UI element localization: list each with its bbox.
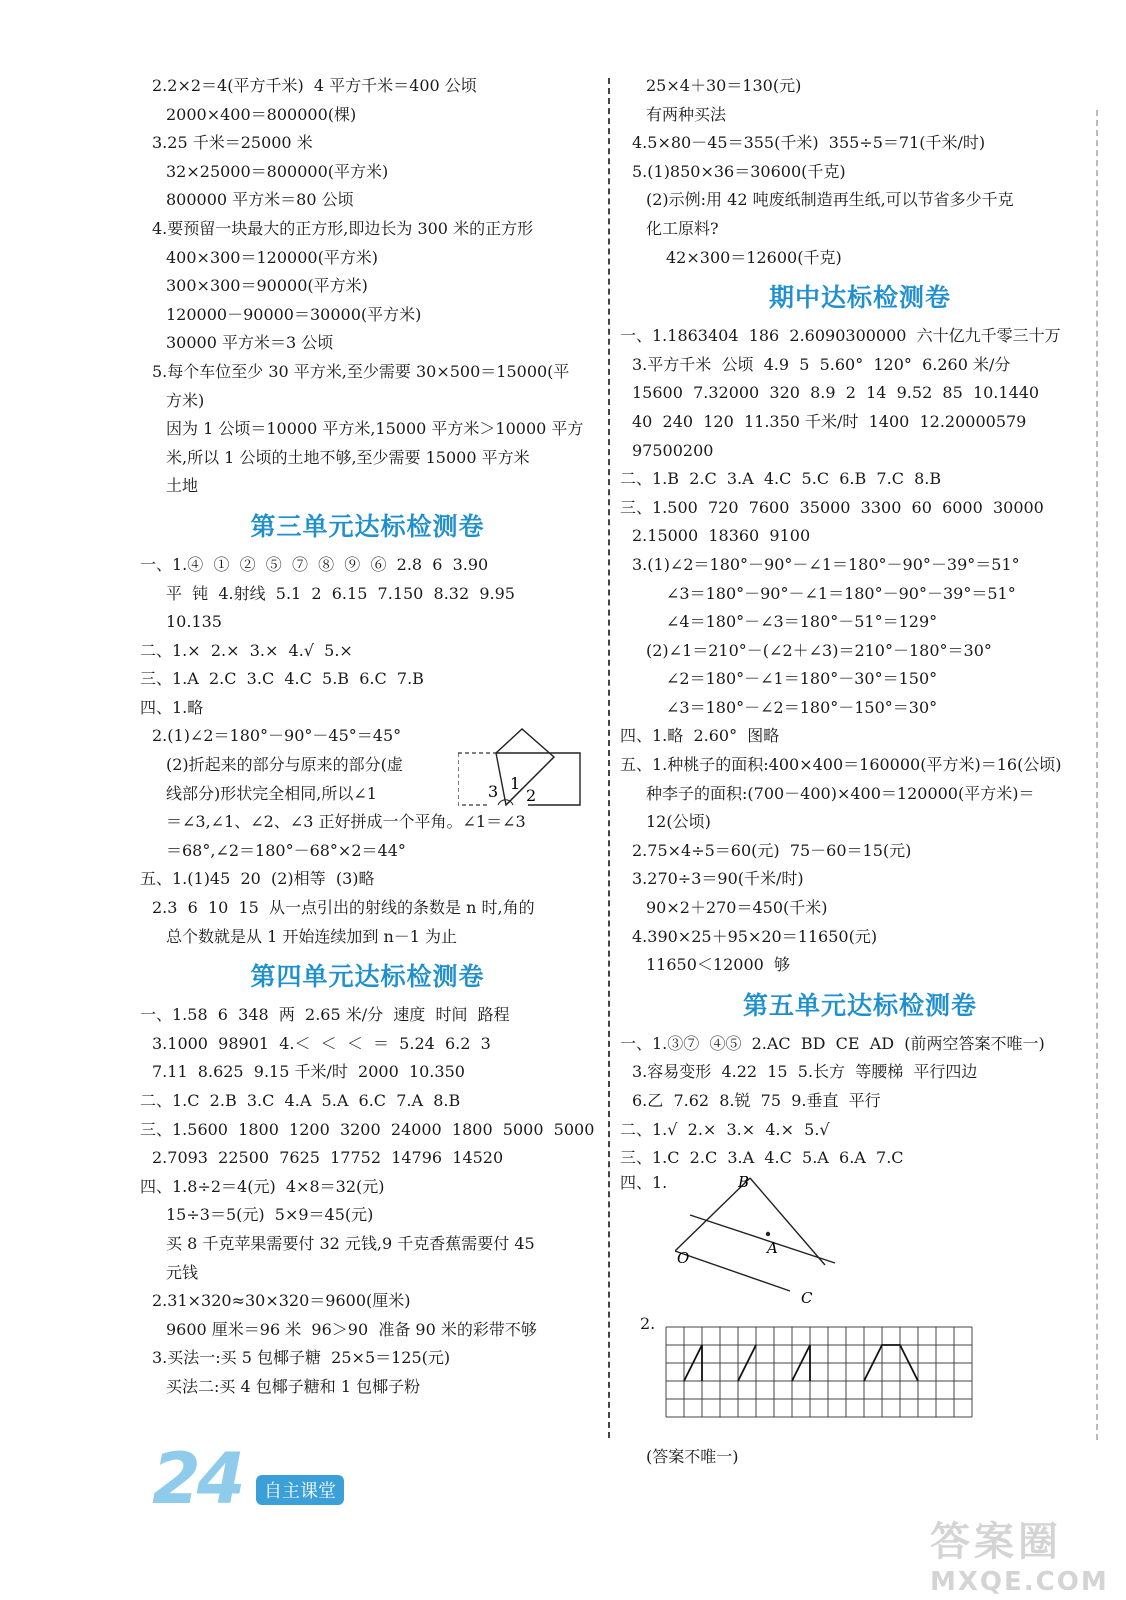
answer-line: 3.(1)∠2＝180°－90°－∠1＝180°－90°－39°＝51° [632,554,1020,574]
answer-line: 120000－90000＝30000(平方米) [166,304,422,324]
answer-line: 10.135 [166,612,222,632]
figure-label: 2. [640,1313,656,1333]
answer-line: 三、1.C 2.C 3.A 4.C 5.A 6.A 7.C [620,1148,904,1168]
ray-OC [675,1248,790,1291]
answer-line: (答案不唯一) [646,1446,739,1466]
answer-line: 四、1.8÷2＝4(元) 4×8＝32(元) [140,1176,385,1196]
answer-line: 4.5×80－45＝355(千米) 355÷5＝71(千米/时) [632,133,986,153]
answer-line: 土地 [166,476,199,496]
perpendicular-line [750,1178,825,1265]
answer-line: 32×25000＝800000(平方米) [166,161,389,181]
answer-line: 3.25 千米＝25000 米 [152,133,313,153]
answer-line: 300×300＝90000(平方米) [166,276,368,296]
answer-line: 15600 7.32000 320 8.9 2 14 9.52 85 10.1440 [632,383,1040,403]
fold-figure-block [140,751,595,865]
answer-line: 11650＜12000 够 [646,955,790,975]
section-title: 第三单元达标检测卷 [250,511,485,541]
answer-line: 种李子的面积:(700－400)×400＝120000(平方米)＝ [646,783,1035,803]
answer-line: 2000×400＝800000(棵) [166,104,357,124]
grid-figure-block [620,1308,1100,1443]
folded-part [496,729,554,805]
answer-line: 2.15000 18360 9100 [632,526,811,546]
answer-line: 97500200 [632,440,714,460]
point-label: C [801,1288,813,1307]
answer-line: 二、1.B 2.C 3.A 4.C 5.C 6.B 7.C 8.B [620,469,942,489]
answer-line: 总个数就是从 1 开始连续加到 n－1 为止 [166,926,458,946]
left-column [140,72,595,1402]
answer-line: 3.买法一:买 5 包椰子糖 25×5＝125(元) [152,1348,451,1368]
answer-line: 二、1.√ 2.× 3.× 4.× 5.√ [620,1119,830,1139]
answer-line: ∠4＝180°－∠3＝180°－51°＝129° [666,612,938,632]
answer-line: (2)示例:用 42 吨废纸制造再生纸,可以节省多少千克 [646,190,1014,210]
parallel-line [690,1215,835,1263]
figure-label: 四、1. [620,1172,668,1192]
answer-line: 400×300＝120000(平方米) [166,247,379,267]
answer-line: 一、1.1863404 186 2.6090300000 六十亿九千零三十万 [620,326,1061,346]
answer-line: 米,所以 1 公顷的土地不够,至少需要 15000 平方米 [166,447,530,467]
answer-line: 4.390×25＋95×20＝11650(元) [632,926,878,946]
angle-label: 1 [510,774,521,794]
answer-line: 五、1.种桃子的面积:400×400＝160000(平方米)＝16(公顷) [620,755,1062,775]
angle-label: 2 [526,786,537,806]
fold-figure-text: (2)折起来的部分与原来的部分(虚 [166,755,403,775]
answer-line: 方米) [166,390,205,410]
angle-diagram [675,1173,875,1308]
answer-line: 平 钝 4.射线 5.1 2 6.15 7.150 8.32 9.95 [166,583,515,603]
answer-line: 2.2×2＝4(平方千米) 4 平方千米＝400 公顷 [152,76,477,95]
watermark [930,1510,1109,1597]
answer-line: 二、1.C 2.B 3.C 4.A 5.A 6.C 7.A 8.B [140,1091,461,1111]
answer-line: 一、1.③⑦ ④⑤ 2.AC BD CE AD (前两空答案不唯一) [620,1033,1045,1053]
answer-line: 6.乙 7.62 8.锐 75 9.垂直 平行 [632,1091,881,1110]
answer-line: 2.7093 22500 7625 17752 14796 14520 [152,1148,504,1168]
answer-line: 42×300＝12600(千克) [666,247,842,267]
page-number: 24 [152,1438,242,1520]
answer-line: ∠2＝180°－∠1＝180°－30°＝150° [666,669,938,689]
section-title: 期中达标检测卷 [768,283,951,313]
answer-line: 3.270÷3＝90(千米/时) [632,869,804,889]
answer-line: 4.要预留一块最大的正方形,即边长为 300 米的正方形 [152,218,534,238]
answer-line: 15÷3＝5(元) 5×9＝45(元) [166,1205,374,1225]
column-divider [608,78,610,1438]
answer-line: 800000 平方米＝80 公顷 [166,190,354,210]
point-A [766,1232,770,1236]
section-title: 第五单元达标检测卷 [742,990,977,1020]
rect-edge [496,753,580,805]
watermark-line2: MXQE.COM [930,1567,1109,1597]
answer-line: 一、1.58 6 348 两 2.65 米/分 速度 时间 路程 [140,1005,510,1025]
fold-figure-text: ＝∠3,∠1、∠2、∠3 正好拼成一个平角。∠1＝∠3 [166,812,526,832]
answer-line: 3.容易变形 4.22 15 5.长方 等腰梯 平行四边 [632,1062,978,1082]
answer-line: 有两种买法 [646,104,727,124]
angle-figure-block [620,1173,1100,1308]
answer-line: 四、1.略 2.60° 图略 [620,726,780,746]
answer-line: 3.1000 98901 4.＜ ＜ ＜ ＝ 5.24 6.2 3 [152,1033,491,1053]
right-column [620,72,1100,1471]
answer-line: 90×2＋270＝450(千米) [646,898,828,918]
fold-figure-text: ＝68°,∠2＝180°－68°×2＝44° [166,840,406,860]
dashed-original [458,753,488,805]
answer-line: 化工原料? [646,218,719,238]
answer-line: 元钱 [166,1262,199,1282]
answer-line: (2)∠1＝210°－(∠2＋∠3)＝210°－180°＝30° [646,640,992,660]
answer-line: 三、1.A 2.C 3.C 4.C 5.B 6.C 7.B [140,669,424,689]
answer-line: 30000 平方米＝3 公顷 [166,333,334,353]
point-label: A [767,1238,778,1257]
section-title: 第四单元达标检测卷 [250,962,485,992]
answer-line: 12(公顷) [646,812,711,832]
fold-figure-text: 线部分)形状完全相同,所以∠1 [166,783,377,803]
fold-diagram [458,725,588,815]
answer-line: 7.11 8.625 9.15 千米/时 2000 10.350 [152,1062,465,1082]
answer-line: 因为 1 公顷＝10000 平方米,15000 平方米＞10000 平方 [166,419,584,439]
book-badge: 自主课堂 [256,1475,344,1505]
answer-line: 2.75×4÷5＝60(元) 75－60＝15(元) [632,840,912,860]
answer-line: 一、1.④ ① ② ⑤ ⑦ ⑧ ⑨ ⑥ 2.8 6 3.90 [140,554,489,574]
point-label: O [677,1248,690,1267]
watermark-line1: 答案圈 [930,1519,1062,1565]
answer-line: 二、1.× 2.× 3.× 4.√ 5.× [140,640,353,660]
grid-diagram [665,1326,973,1418]
answer-line: 四、1.略 [140,697,204,717]
answer-line: 2.31×320≈30×320＝9600(厘米) [152,1291,411,1311]
answer-line: 五、1.(1)45 20 (2)相等 (3)略 [140,869,375,889]
point-label: B [738,1172,750,1191]
answer-line: 三、1.5600 1800 1200 3200 24000 1800 5000 5000 [140,1119,595,1139]
answer-line: 买法二:买 4 包椰子糖和 1 包椰子粉 [166,1376,421,1396]
answer-line: ∠3＝180°－∠2＝180°－150°＝30° [666,697,938,717]
answer-line: 40 240 120 11.350 千米/时 1400 12.20000579 [632,411,1027,431]
answer-line: 5.(1)850×36＝30600(千克) [632,161,846,181]
answer-line: 25×4＋30＝130(元) [646,76,802,95]
answer-line: 3.平方千米 公顷 4.9 5 5.60° 120° 6.260 米/分 [632,354,1011,374]
angle-label: 3 [488,782,499,802]
answer-line: 2.3 6 10 15 从一点引出的射线的条数是 n 时,角的 [152,898,535,918]
answer-line: 三、1.500 720 7600 35000 3300 60 6000 30000 [620,497,1044,517]
answer-line: 2.(1)∠2＝180°－90°－45°＝45° [152,726,402,746]
answer-line: 5.每个车位至少 30 平方米,至少需要 30×500＝15000(平 [152,361,570,381]
answer-line: 买 8 千克苹果需要付 32 元钱,9 千克香蕉需要付 45 [166,1233,535,1253]
answer-line: 9600 厘米＝96 米 96＞90 准备 90 米的彩带不够 [166,1319,537,1339]
answer-line: ∠3＝180°－90°－∠1＝180°－90°－39°＝51° [666,583,1016,603]
